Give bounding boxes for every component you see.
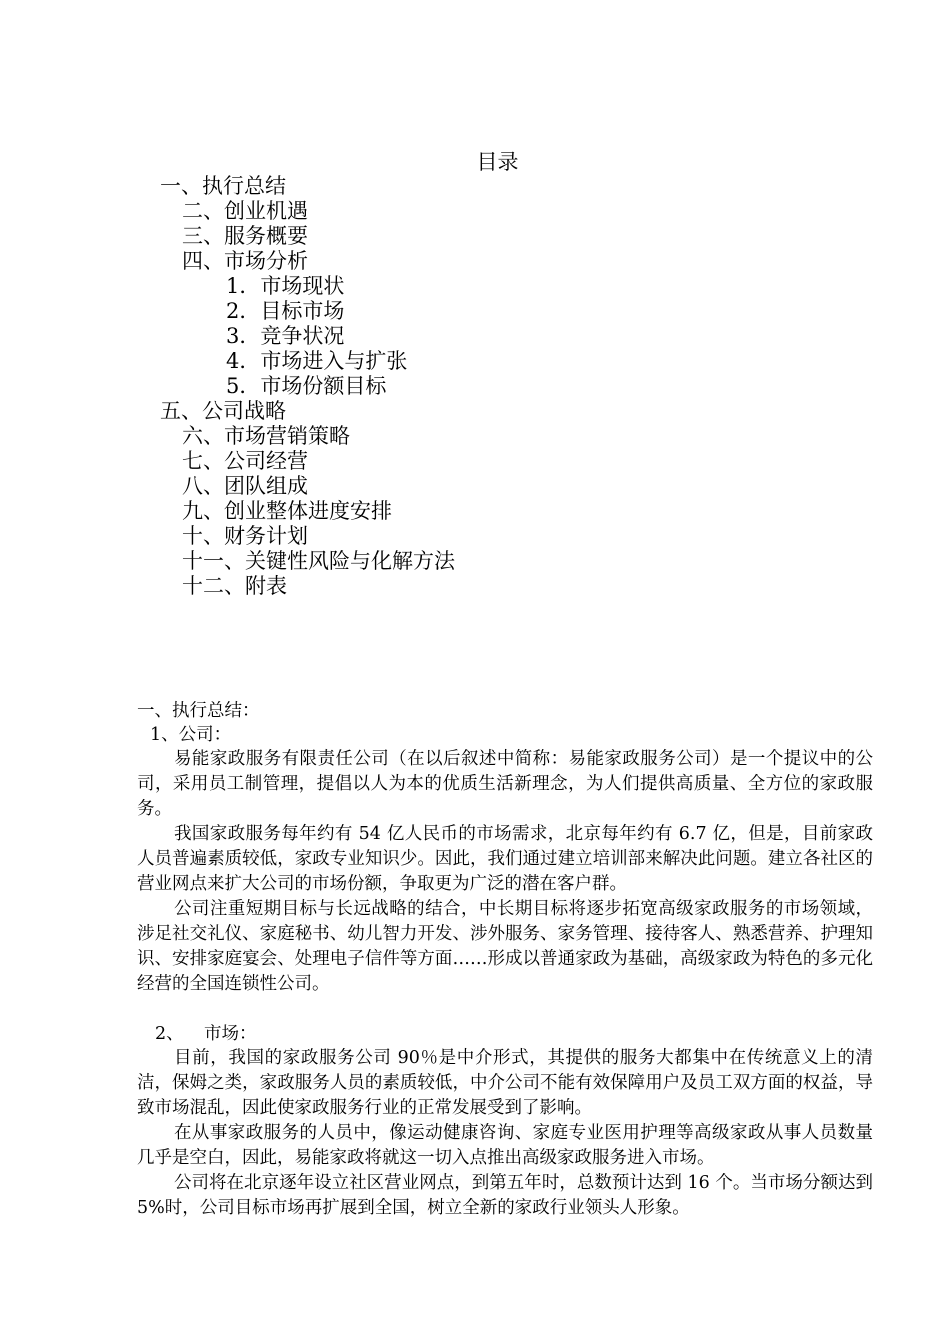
toc-item: 四、市场分析 bbox=[182, 249, 308, 273]
paragraph: 我国家政服务每年约有 54 亿人民币的市场需求，北京每年约有 6.7 亿，但是，目前家政人员普遍素质较低，家政专业知识少。因此，我们通过建立培训部来解决此问题。建立各社区的营业网点来扩大公司的市场份额，争取更为广泛的潜在客户群。 bbox=[137, 824, 873, 894]
toc-item: 一、执行总结 bbox=[160, 174, 286, 198]
toc-item: 4．市场进入与扩张 bbox=[226, 349, 408, 373]
toc-item: 五、公司战略 bbox=[160, 399, 286, 423]
toc-item: 九、创业整体进度安排 bbox=[182, 499, 392, 523]
toc-item: 八、团队组成 bbox=[182, 474, 308, 498]
toc-title: 目录 bbox=[476, 150, 519, 174]
paragraph: 易能家政服务有限责任公司（在以后叙述中简称：易能家政服务公司）是一个提议中的公司，采用员工制管理，提倡以人为本的优质生活新理念，为人们提供高质量、全方位的家政服务。 bbox=[137, 749, 873, 819]
paragraph: 公司将在北京逐年设立社区营业网点，到第五年时，总数预计达到 16 个。当市场分额达到 5%时，公司目标市场再扩展到全国，树立全新的家政行业领头人形象。 bbox=[137, 1173, 873, 1218]
toc-item: 六、市场营销策略 bbox=[182, 424, 350, 448]
toc-item: 2．目标市场 bbox=[226, 299, 345, 323]
toc-item: 5．市场份额目标 bbox=[226, 374, 387, 398]
toc-item: 十、财务计划 bbox=[182, 524, 308, 548]
toc-item: 3．竞争状况 bbox=[226, 324, 345, 348]
paragraph: 目前，我国的家政服务公司 90％是中介形式，其提供的服务大都集中在传统意义上的清洁，保姆之类，家政服务人员的素质较低，中介公司不能有效保障用户及员工双方面的权益，导致市场混乱，因此使家政服务行业的正常发展受到了影响。 bbox=[137, 1048, 873, 1118]
paragraph: 在从事家政服务的人员中，像运动健康咨询、家庭专业医用护理等高级家政从事人员数量几乎是空白，因此，易能家政将就这一切入点推出高级家政服务进入市场。 bbox=[137, 1123, 873, 1168]
toc-item: 1．市场现状 bbox=[226, 274, 345, 298]
section-heading: 一、执行总结： bbox=[137, 701, 260, 721]
subsection-number: 2、 bbox=[155, 1024, 184, 1044]
toc-item: 二、创业机遇 bbox=[182, 199, 308, 223]
subsection-heading: 市场： bbox=[204, 1024, 257, 1044]
paragraph: 公司注重短期目标与长远战略的结合，中长期目标将逐步拓宽高级家政服务的市场领域，涉足社交礼仪、家庭秘书、幼儿智力开发、涉外服务、家务管理、接待客人、熟悉营养、护理知识、安排家庭宴会、处理电子信件等方面……形成以普通家政为基础，高级家政为特色的多元化经营的全国连锁性公司。 bbox=[137, 899, 873, 994]
toc-item: 七、公司经营 bbox=[182, 449, 308, 473]
toc-item: 十二、附表 bbox=[182, 574, 287, 598]
toc-item: 十一、关键性风险与化解方法 bbox=[182, 549, 455, 573]
subsection-heading: 1、公司： bbox=[150, 725, 232, 745]
toc-item: 三、服务概要 bbox=[182, 224, 308, 248]
